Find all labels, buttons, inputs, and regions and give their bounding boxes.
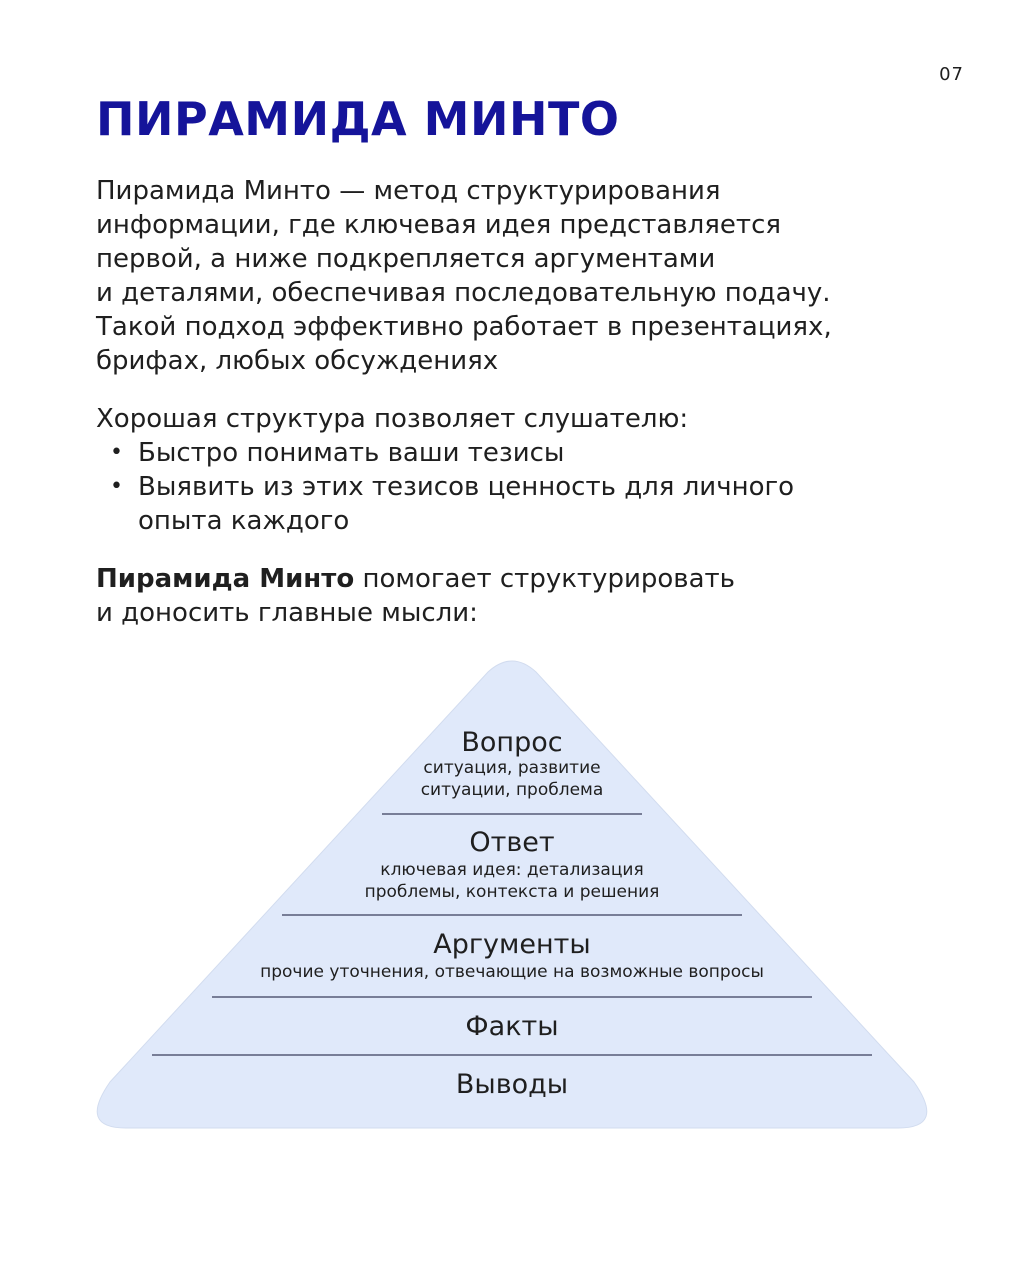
pyramid-level-desc: проблемы, контекста и решения [364,882,660,902]
closing-strong-text: Пирамида Минто [96,564,355,594]
pyramid-level-title: Аргументы [433,929,591,960]
closing-rest-text: помогает структурировать [354,564,735,594]
intro-line: первой, а ниже подкрепляется аргументами [96,244,716,274]
list-item-text: Быстро понимать ваши тезисы [138,438,565,468]
benefits-lead: Хорошая структура позволяет слушателю: [96,404,689,434]
bullet-icon: • [110,474,123,499]
list-item-text: опыта каждого [138,506,350,536]
pyramid-level-title: Ответ [469,827,555,858]
pyramid-level-title: Вопрос [461,727,563,758]
intro-line: информации, где ключевая идея представляется [96,210,782,240]
bullet-icon: • [110,440,123,465]
page-number: 07 [939,64,964,85]
intro-line: брифах, любых обсуждениях [96,346,499,376]
pyramid-level-desc: ключевая идея: детализация [380,860,644,880]
pyramid-level-desc: ситуация, развитие [423,758,601,778]
pyramid-level-title: Выводы [455,1069,569,1100]
pyramid-level-title: Факты [465,1011,559,1042]
pyramid-level-desc: ситуации, проблема [420,780,604,800]
list-item-text: Выявить из этих тезисов ценность для личного [138,472,795,502]
page-title: ПИРАМИДА МИНТО [96,92,620,146]
intro-line: и деталями, обеспечивая последовательную подачу. [96,278,831,308]
intro-line: Пирамида Минто — метод структурирования [96,176,721,206]
closing-line: и доносить главные мысли: [96,598,478,628]
intro-line: Такой подход эффективно работает в презентациях, [96,312,832,342]
pyramid-level-desc: прочие уточнения, отвечающие на возможные вопросы [260,962,764,982]
